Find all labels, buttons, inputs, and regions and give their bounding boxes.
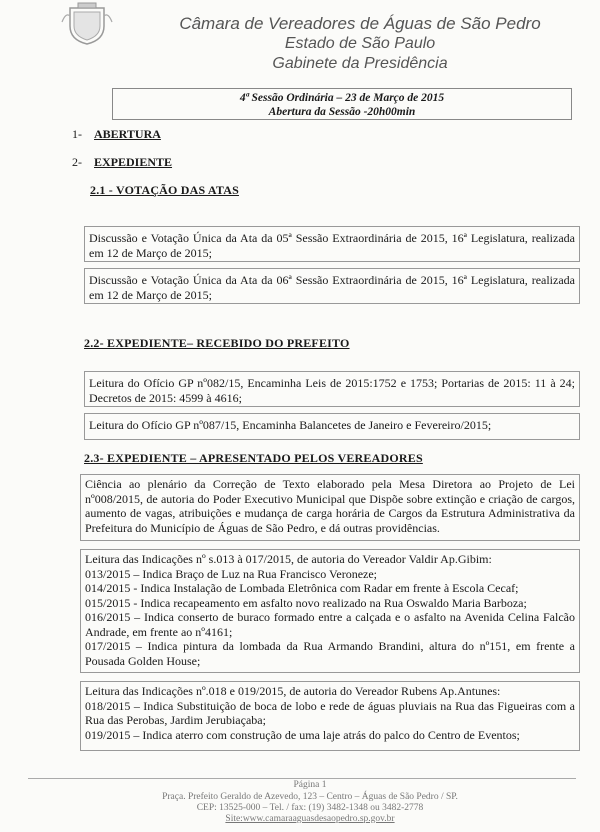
footer-address: Praça. Prefeito Geraldo de Azevedo, 123 – Centro – Águas de São Pedro / SP.	[162, 792, 458, 802]
indicacao-intro: Leitura das Indicações nº s.013 à 017/2015, de autoria do Vereador Valdir Ap.Gibim:	[85, 552, 492, 566]
session-box	[112, 88, 572, 120]
item-label: ABERTURA	[94, 127, 161, 141]
oficio-item	[84, 371, 580, 407]
footer-page-number: Página 1	[293, 780, 327, 790]
section-votacao-atas: 2.1 - VOTAÇÃO DAS ATAS	[90, 183, 239, 197]
item-expediente	[72, 155, 172, 170]
ata-text: Discussão e Votação Única da Ata da 06ª Sessão Extraordinária de 2015, 16ª Legislatura, realizada em 12 de Março de 2015;	[89, 273, 575, 302]
indicacao-line: 014/2015 - Indica Instalação de Lombada Eletrônica com Radar em frente à Escola Cecaf;	[85, 581, 519, 595]
oficio-text: Leitura do Ofício GP nº082/15, Encaminha Leis de 2015:1752 e 1753; Portarias de 2015: 11 à 24; Decretos de 2015: 4599 à 4616;	[89, 376, 575, 405]
ciencia-text: Ciência ao plenário da Correção de Texto elaborado pela Mesa Diretora ao Projeto de Lei nº008/2015, de autoria do Poder Executivo Municipal que Dispõe sobre extinção e criação de cargos, aumento de vagas, atribuições e mudança de carga horária de Cargos da Estrutura Administrativa da Prefeitura do Município de Águas de São Pedro, e dá outras providências.	[85, 477, 575, 535]
header-office: Gabinete da Presidência	[272, 55, 448, 72]
indicacao-line: 018/2015 – Indica Substituição de boca de lobo e rede de águas pluviais na Rua das Figueiras com a Rua das Perobas, Jardim Jerubiaçaba;	[85, 698, 575, 727]
section-recebido-prefeito: 2.2- EXPEDIENTE– RECEBIDO DO PREFEITO	[84, 336, 350, 350]
indicacao-line: 016/2015 – Indica conserto de buraco formado entre a calçada e o asfalto na Avenida Celina Falcão Andrade, em frente ao nº4161;	[85, 610, 575, 639]
indicacao-line: 013/2015 – Indica Braço de Luz na Rua Francisco Veroneze;	[85, 566, 378, 581]
session-title: 4ª Sessão Ordinária – 23 de Março de 2015	[239, 92, 445, 104]
indicacoes-box-antunes	[80, 681, 580, 751]
ata-item	[84, 226, 580, 262]
item-label: EXPEDIENTE	[94, 155, 173, 169]
coat-of-arms-logo	[60, 2, 114, 46]
oficio-text: Leitura do Ofício GP nº087/15, Encaminha Balancetes de Janeiro e Fevereiro/2015;	[89, 418, 492, 432]
ata-text: Discussão e Votação Única da Ata da 05ª Sessão Extraordinária de 2015, 16ª Legislatura, realizada em 12 de Março de 2015;	[89, 231, 575, 260]
item-number: 1-	[72, 127, 82, 141]
ata-item	[84, 268, 580, 304]
footer-divider	[28, 778, 576, 779]
indicacao-line: 017/2015 – Indica pintura da lombada da Rua Armando Brandini, altura do nº151, em frente a Pousada Golden House;	[85, 639, 575, 668]
indicacao-line: 019/2015 – Indica aterro com construção de uma laje atrás do palco do Centro de Eventos;	[85, 727, 520, 742]
header-state: Estado de São Paulo	[284, 35, 436, 52]
indicacoes-box-gibim	[80, 549, 580, 673]
item-abertura	[72, 127, 161, 142]
indicacao-intro: Leitura das Indicações nº.018 e 019/2015, de autoria do Vereador Rubens Ap.Antunes:	[85, 684, 501, 698]
footer-contact: CEP: 13525-000 – Tel. / fax: (19) 3482-1348 ou 3482-2778	[196, 803, 424, 813]
indicacao-line: 015/2015 - Indica recapeamento em asfalto novo realizado na Rua Oswaldo Maria Barboza;	[85, 595, 527, 610]
header-chamber-name: Câmara de Vereadores de Águas de São Pedro	[179, 14, 541, 33]
item-number: 2-	[72, 155, 82, 169]
oficio-item	[84, 413, 580, 440]
session-opening: Abertura da Sessão -20h00min	[268, 106, 416, 118]
ciencia-item	[80, 474, 580, 541]
footer-site-link[interactable]: Site:www.camaraaguasdesaopedro.sp.gov.br	[225, 814, 395, 824]
section-apresentado-vereadores: 2.3- EXPEDIENTE – APRESENTADO PELOS VEREADORES	[84, 451, 423, 465]
